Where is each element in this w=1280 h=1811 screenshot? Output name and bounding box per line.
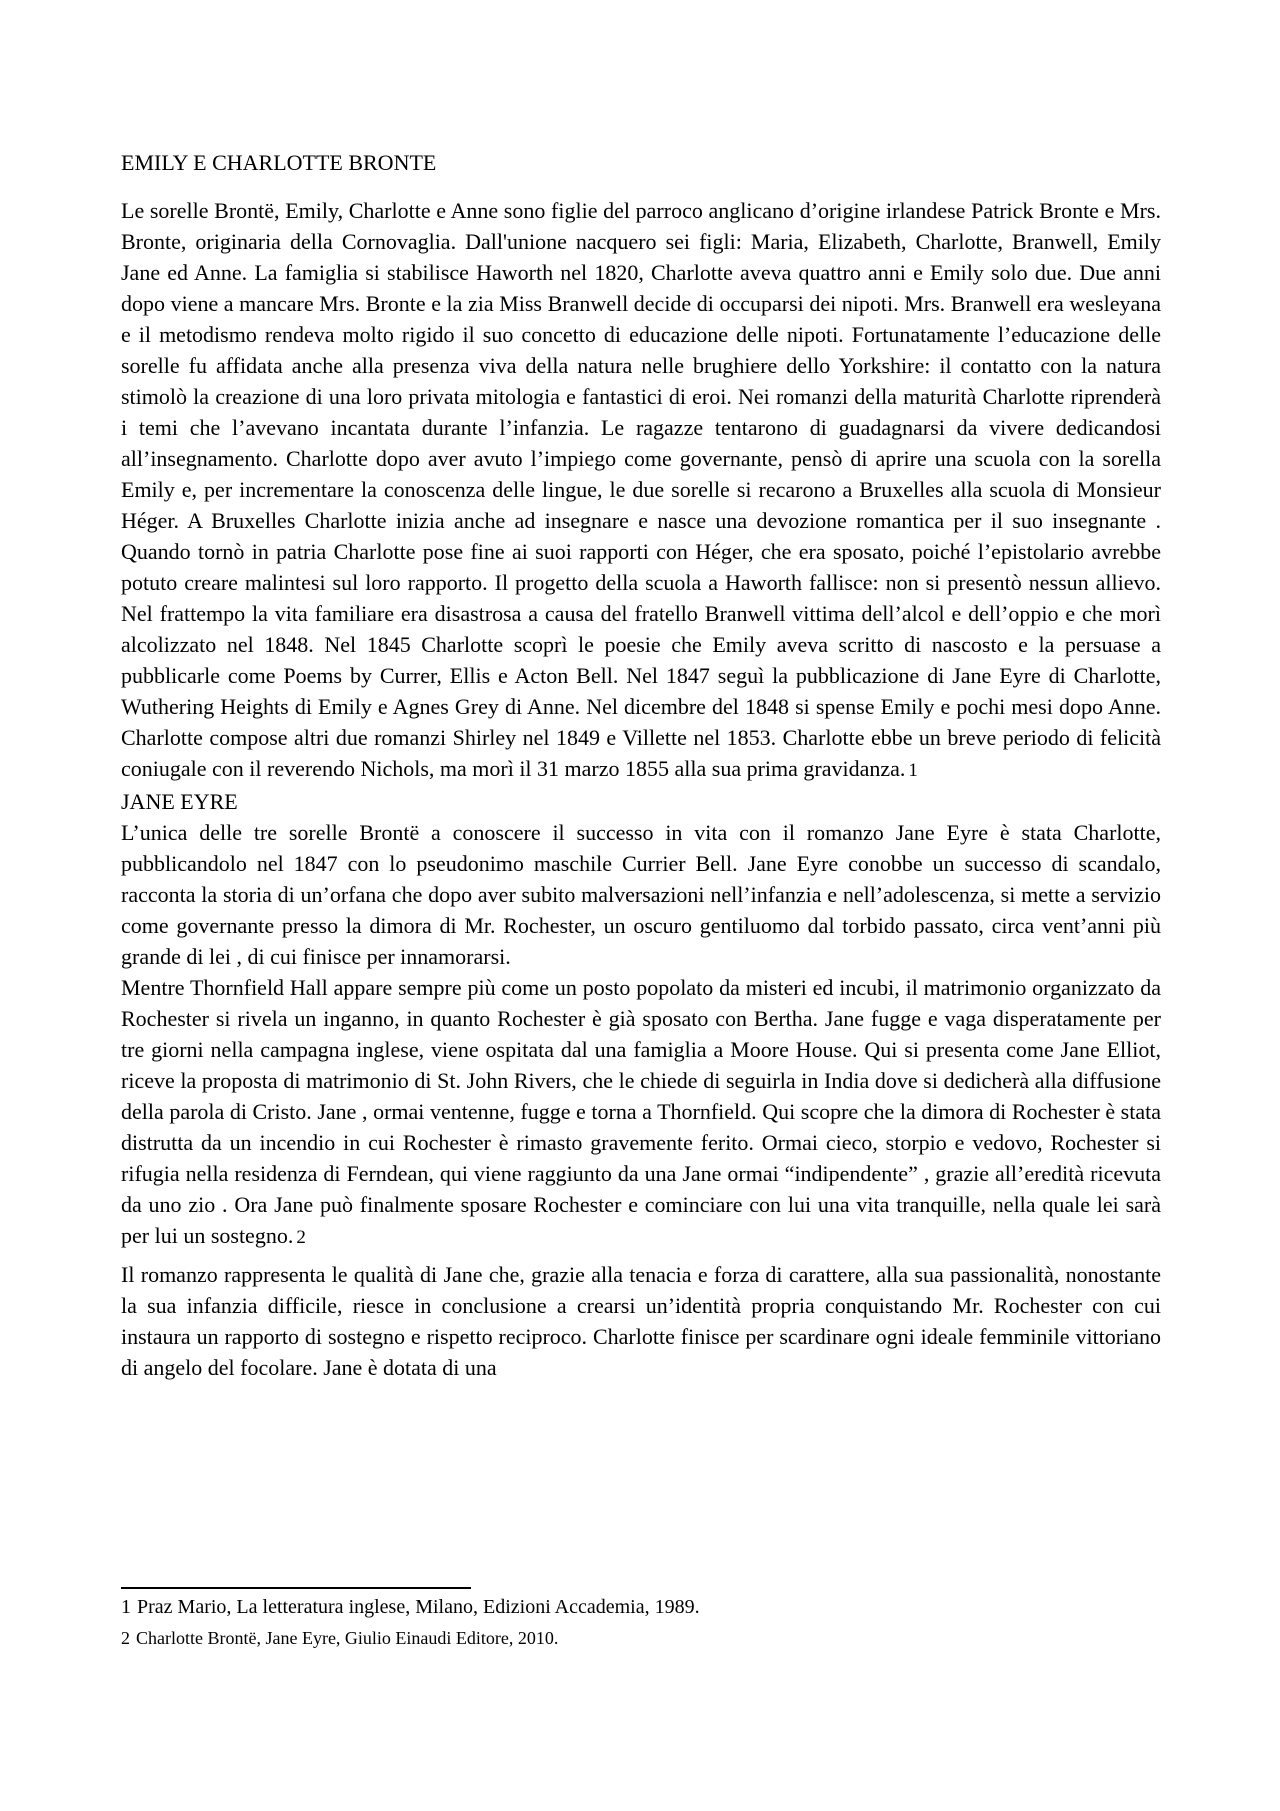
section-heading-jane-eyre: JANE EYRE [121,789,238,814]
footnote-number: 2 [121,1628,130,1648]
footnote-number: 1 [121,1596,131,1618]
footnote-reference-2: 2 [296,1227,306,1248]
footnote-1 [121,1592,1161,1623]
paragraph-text: Le sorelle Brontë, Emily, Charlotte e Anne sono figlie del parroco anglicano d’origine irlandese Patrick Bronte e Mrs. Bronte, originaria della Cornovaglia. Dall'unione nacquero sei figli: Maria, Elizabeth, Charlotte, Branwell, Emily Jane ed Anne. La famiglia si stabilisce Haworth nel 1820, Charlotte aveva quattro anni e Emily solo due. Due anni dopo viene a mancare Mrs. Bronte e la zia Miss Branwell decide di occuparsi dei nipoti. Mrs. Branwell era wesleyana e il metodismo rendeva molto rigido il suo concetto di educazione delle nipoti. Fortunatamente l’educazione delle sorelle fu affidata anche alla presenza viva della natura nelle brughiere dello Yorkshire: il contatto con la natura stimolò la creazione di una loro privata mitologia e fantastici di eroi. Nei romanzi della maturità Charlotte riprenderà i temi che l’avevano incantata durante l’infanzia. Le ragazze tentarono di guadagnarsi da vivere dedicandosi all’insegnamento. Charlotte dopo aver avuto l’impiego come governante, pensò di aprire una scuola con la sorella Emily e, per incrementare la conoscenza delle lingue, le due sorelle si recarono a Bruxelles alla scuola di Monsieur Héger. A Bruxelles Charlotte inizia anche ad insegnare e nasce una devozione romantica per il suo insegnante . Quando tornò in patria Charlotte pose fine ai suoi rapporti con Héger, che era sposato, poiché l’epistolario avrebbe potuto creare malintesi sul loro rapporto. Il progetto della scuola a Haworth fallisce: non si presentò nessun allievo. Nel frattempo la vita familiare era disastrosa a causa del fratello Branwell vittima dell’alcol e dell’oppio e che morì alcolizzato nel 1848. Nel 1845 Charlotte scoprì le poesie che Emily aveva scritto di nascosto e la persuase a pubblicarle come Poems by Currer, Ellis e Acton Bell. Nel 1847 seguì la pubblicazione di Jane Eyre di Charlotte, Wuthering Heights di Emily e Agnes Grey di Anne. Nel dicembre del 1848 si spense Emily e pochi mesi dopo Anne. Charlotte compose altri due romanzi Shirley nel 1849 e Villette nel 1853. Charlotte ebbe un breve periodo di felicità coniugale con il reverendo Nichols, ma morì il 31 marzo 1855 alla sua prima gravidanza. [121,198,1161,781]
paragraph-jane-eyre-analysis: Il romanzo rappresenta le qualità di Jane che, grazie alla tenacia e forza di carattere, alla sua passionalità, nonostante la sua infanzia difficile, riesce in conclusione a crearsi un’identità propria conquistando Mr. Rochester con cui instaura un rapporto di sostegno e rispetto reciproco. Charlotte finisce per scardinare ogni ideale femminile vittoriano di angelo del focolare. Jane è dotata di una [121,1262,1161,1380]
footnote-2 [121,1623,1161,1653]
footnote-reference-1: 1 [908,760,918,781]
paragraph-jane-eyre-plot [121,972,1161,1253]
document-body [121,147,1161,1383]
paragraph-bronte-biography [121,195,1161,786]
footnote-separator [121,1587,471,1589]
footnote-text: Charlotte Brontë, Jane Eyre, Giulio Einaudi Editore, 2010. [136,1628,559,1648]
footnote-text: Praz Mario, La letteratura inglese, Milano, Edizioni Accademia, 1989. [137,1596,700,1618]
paragraph-text: Mentre Thornfield Hall appare sempre più come un posto popolato da misteri ed incubi, il matrimonio organizzato da Rochester si rivela un inganno, in quanto Rochester è già sposato con Bertha. Jane fugge e vaga disperatamente per tre giorni nella campagna inglese, viene ospitata dal una famiglia a Moore House. Qui si presenta come Jane Elliot, riceve la proposta di matrimonio di St. John Rivers, che le chiede di seguirla in India dove si dedicherà alla diffusione della parola di Cristo. Jane , ormai ventenne, fugge e torna a Thornfield. Qui scopre che la dimora di Rochester è stata distrutta da un incendio in cui Rochester è rimasto gravemente ferito. Ormai cieco, storpio e vedovo, Rochester si rifugia nella residenza di Ferndean, qui viene raggiunto da una Jane ormai “indipendente” , grazie all’eredità ricevuta da uno zio . Ora Jane può finalmente sposare Rochester e cominciare con lui una vita tranquille, nella quale lei sarà per lui un sostegno. [121,975,1161,1248]
document-title: EMILY E CHARLOTTE BRONTE [121,150,437,175]
footnotes [121,1592,1161,1653]
paragraph-jane-eyre-intro: L’unica delle tre sorelle Brontë a conoscere il successo in vita con il romanzo Jane Eyre è stata Charlotte, pubblicandolo nel 1847 con lo pseudonimo maschile Currier Bell. Jane Eyre conobbe un successo di scandalo, racconta la storia di un’orfana che dopo aver subito malversazioni nell’infanzia e nell’adolescenza, si mette a servizio come governante presso la dimora di Mr. Rochester, un oscuro gentiluomo dal torbido passato, circa vent’anni più grande di lei , di cui finisce per innamorarsi. [121,820,1161,969]
